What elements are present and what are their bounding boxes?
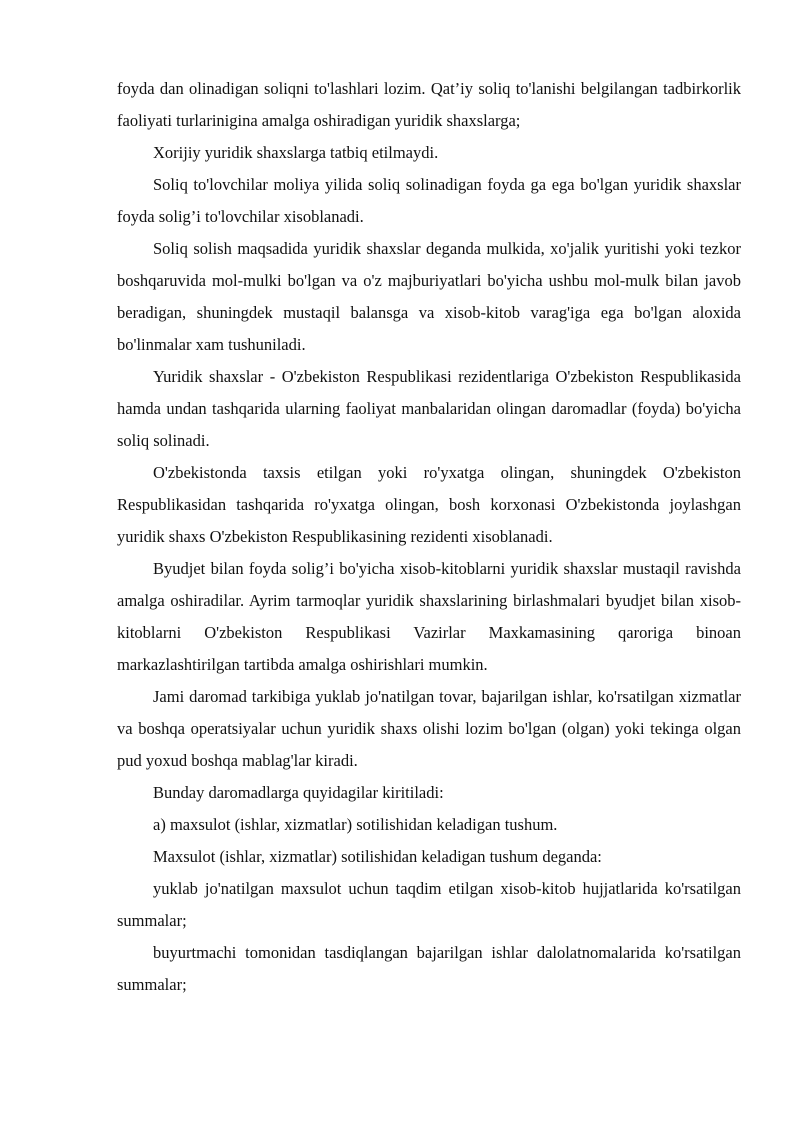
- paragraph-9: Bunday daromadlarga quyidagilar kiritiladi:: [153, 783, 444, 802]
- paragraph-2: Xorijiy yuridik shaxslarga tatbiq etilmaydi.: [153, 143, 439, 162]
- paragraph-3: Soliq to'lovchilar moliya yilida soliq solinadigan foyda ga ega bo'lgan yuridik shaxslar foyda solig’i to'lovchilar xisoblanadi.: [117, 175, 741, 226]
- paragraph-10: a) maxsulot (ishlar, xizmatlar) sotilishidan keladigan tushum.: [153, 815, 558, 834]
- paragraph-6: O'zbekistonda taxsis etilgan yoki ro'yxatga olingan, shuningdek O'zbekiston Respublikasidan tashqarida ro'yxatga olingan, bosh korxonasi O'zbekistonda joylashgan yuridik shaxs O'zbekiston Respublikasining rezidenti xisoblanadi.: [117, 463, 741, 546]
- document-page: [117, 73, 741, 1001]
- paragraph-13: buyurtmachi tomonidan tasdiqlangan bajarilgan ishlar dalolatnomalarida ko'rsatilgan summalar;: [117, 943, 741, 994]
- paragraph-12: yuklab jo'natilgan maxsulot uchun taqdim etilgan xisob-kitob hujjatlarida ko'rsatilgan summalar;: [117, 879, 741, 930]
- paragraph-8: Jami daromad tarkibiga yuklab jo'natilgan tovar, bajarilgan ishlar, ko'rsatilgan xizmatlar va boshqa operatsiyalar uchun yuridik shaxs olishi lozim bo'lgan (olgan) yoki tekinga olgan pud yoxud boshqa mablag'lar kiradi.: [117, 687, 741, 770]
- paragraph-1: foyda dan olinadigan soliqni to'lashlari lozim. Qat’iy soliq to'lanishi belgilangan tadbirkorlik faoliyati turlarinigina amalga oshiradigan yuridik shaxslarga;: [117, 79, 741, 130]
- paragraph-7: Byudjet bilan foyda solig’i bo'yicha xisob-kitoblarni yuridik shaxslar mustaqil ravishda amalga oshiradilar. Ayrim tarmoqlar yuridik shaxslarining birlashmalari byudjet bilan xisob-kitoblarni O'zbekiston Respublikasi Vazirlar Maxkamasining qaroriga binoan markazlashtirilgan tartibda amalga oshirishlari mumkin.: [117, 559, 741, 674]
- paragraph-4: Soliq solish maqsadida yuridik shaxslar deganda mulkida, xo'jalik yuritishi yoki tezkor boshqaruvida mol-mulki bo'lgan va o'z majburiyatlari bo'yicha ushbu mol-mulk bilan javob beradigan, shuningdek mustaqil balansga va xisob-kitob varag'iga ega bo'lgan aloxida bo'linmalar xam tushuniladi.: [117, 239, 741, 354]
- paragraph-5: Yuridik shaxslar - O'zbekiston Respublikasi rezidentlariga O'zbekiston Respublikasida hamda undan tashqarida ularning faoliyat manbalaridan olingan daromadlar (foyda) bo'yicha soliq solinadi.: [117, 367, 741, 450]
- paragraph-11: Maxsulot (ishlar, xizmatlar) sotilishidan keladigan tushum deganda:: [153, 847, 602, 866]
